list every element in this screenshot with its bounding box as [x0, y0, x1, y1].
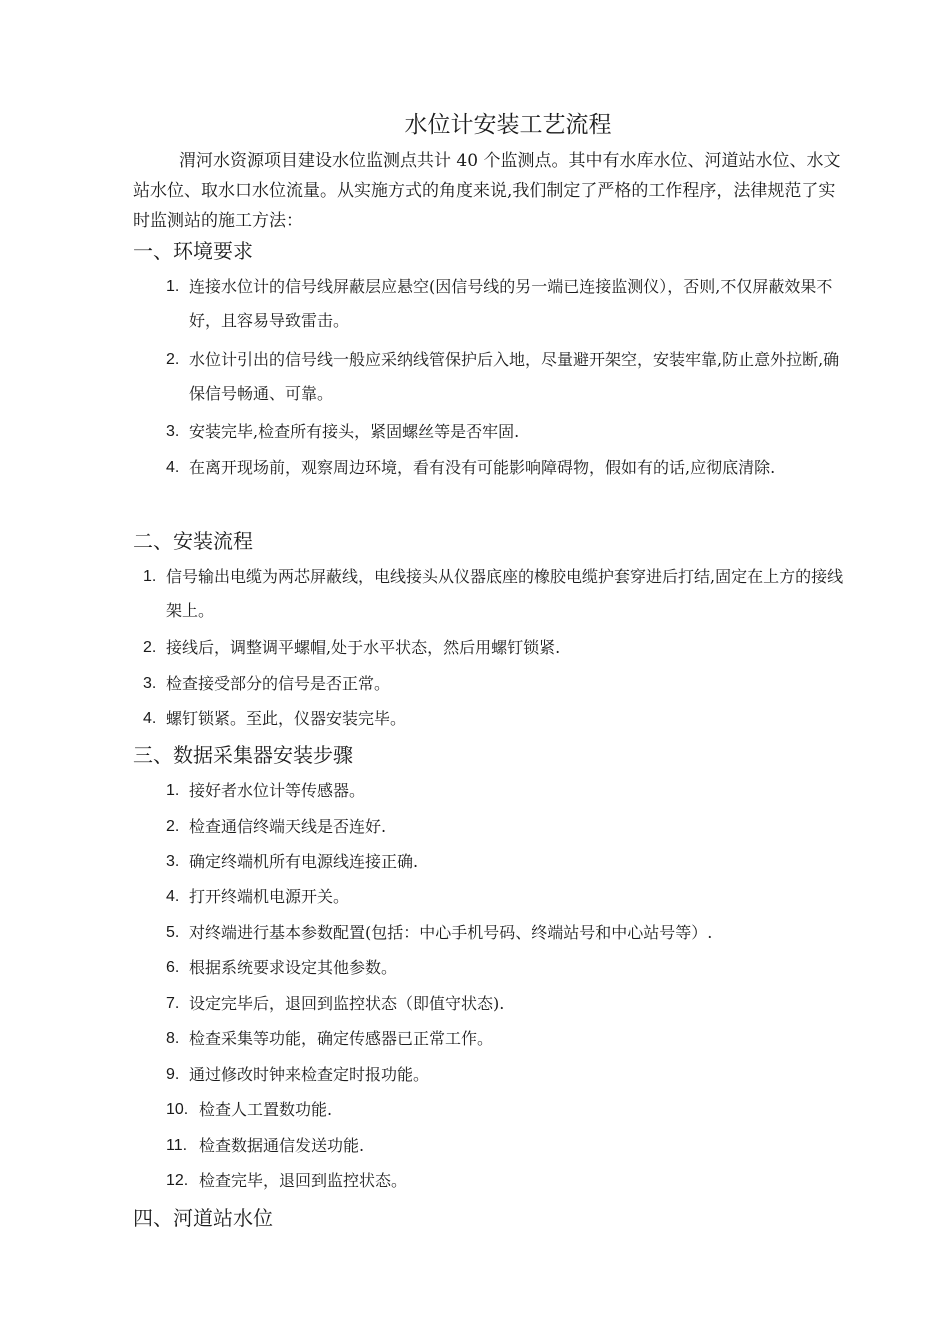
list-number: 3. — [143, 675, 157, 692]
list-item — [166, 415, 846, 449]
list-number: 2. — [166, 818, 180, 835]
list-number: 2. — [166, 351, 180, 368]
list-number: 12. — [166, 1172, 189, 1189]
list-number: 9. — [166, 1066, 180, 1083]
list-item — [166, 845, 846, 879]
section-heading-3: 三、数据采集器安装步骤 — [133, 743, 353, 767]
list-text: 检查接受部分的信号是否正常。 — [166, 674, 391, 693]
list-number: 2. — [143, 639, 157, 656]
list-text: 对终端进行基本参数配置(包括：中心手机号码、终端站号和中心站号等）. — [189, 923, 713, 942]
list-text: 水位计引出的信号线一般应采纳线管保护后入地，尽量避开架空，安装牢靠,防止意外拉断,确保信号畅通、可靠。 — [189, 350, 840, 403]
document-title: 水位计安装工艺流程 — [404, 112, 612, 138]
list-item — [143, 631, 846, 665]
list-text: 安装完毕,检查所有接头，紧固螺丝等是否牢固. — [189, 422, 520, 441]
list-text: 检查人工置数功能. — [199, 1100, 333, 1119]
list-item — [166, 1058, 846, 1092]
list-number: 1. — [166, 278, 180, 295]
list-text: 根据系统要求设定其他参数。 — [189, 958, 398, 977]
intro-paragraph: 渭河水资源项目建设水位监测点共计 40 个监测点。其中有水库水位、河道站水位、水文站水位、取水口水位流量。从实施方式的角度来说,我们制定了严格的工作程序，法律规范了实时监测站的施工方法： — [133, 151, 841, 231]
list-item — [166, 810, 846, 844]
list-number: 4. — [143, 710, 157, 727]
list-number: 3. — [166, 853, 180, 870]
list-text: 确定终端机所有电源线连接正确. — [189, 852, 419, 871]
list-item — [166, 451, 846, 485]
list-item — [166, 270, 846, 338]
list-text: 在离开现场前，观察周边环境，看有没有可能影响障碍物，假如有的话,应彻底清除. — [189, 458, 776, 477]
list-number: 8. — [166, 1030, 180, 1047]
list-number: 1. — [166, 782, 180, 799]
list-number: 10. — [166, 1101, 189, 1118]
list-item — [166, 951, 846, 985]
list-number: 4. — [166, 888, 180, 905]
list-text: 检查数据通信发送功能. — [199, 1136, 365, 1155]
list-item — [166, 343, 846, 411]
list-item — [166, 987, 846, 1021]
list-item — [143, 702, 846, 736]
list-item — [166, 1129, 846, 1163]
list-number: 11. — [166, 1137, 188, 1154]
list-item — [166, 916, 846, 950]
list-text: 信号输出电缆为两芯屏蔽线，电线接头从仪器底座的橡胶电缆护套穿进后打结,固定在上方的接线架上。 — [166, 567, 844, 620]
section-heading-1: 一、环境要求 — [133, 239, 253, 263]
list-item — [143, 667, 846, 701]
list-item — [166, 1022, 846, 1056]
list-number: 4. — [166, 459, 180, 476]
list-number: 7. — [166, 995, 180, 1012]
list-text: 接好者水位计等传感器。 — [189, 781, 366, 800]
list-item — [166, 1164, 846, 1198]
list-number: 3. — [166, 423, 180, 440]
list-item — [166, 1093, 846, 1127]
list-number: 1. — [143, 568, 157, 585]
list-text: 检查采集等功能，确定传感器已正常工作。 — [189, 1029, 494, 1048]
list-text: 检查完毕，退回到监控状态。 — [199, 1171, 408, 1190]
list-text: 接线后，调整调平螺帽,处于水平状态，然后用螺钉锁紧. — [166, 638, 561, 657]
list-number: 5. — [166, 924, 180, 941]
list-text: 连接水位计的信号线屏蔽层应悬空(因信号线的另一端已连接监测仪），否则,不仅屏蔽效果不好，且容易导致雷击。 — [189, 277, 833, 330]
section-heading-4: 四、河道站水位 — [133, 1206, 273, 1230]
list-text: 螺钉锁紧。至此，仪器安装完毕。 — [166, 709, 407, 728]
list-text: 打开终端机电源开关。 — [189, 887, 350, 906]
list-item — [166, 774, 846, 808]
list-number: 6. — [166, 959, 180, 976]
list-text: 通过修改时钟来检查定时报功能。 — [189, 1065, 430, 1084]
section-heading-2: 二、安装流程 — [133, 529, 253, 553]
list-item — [166, 880, 846, 914]
list-text: 检查通信终端天线是否连好. — [189, 817, 387, 836]
list-text: 设定完毕后，退回到监控状态（即值守状态). — [189, 994, 505, 1013]
list-item — [143, 560, 846, 628]
